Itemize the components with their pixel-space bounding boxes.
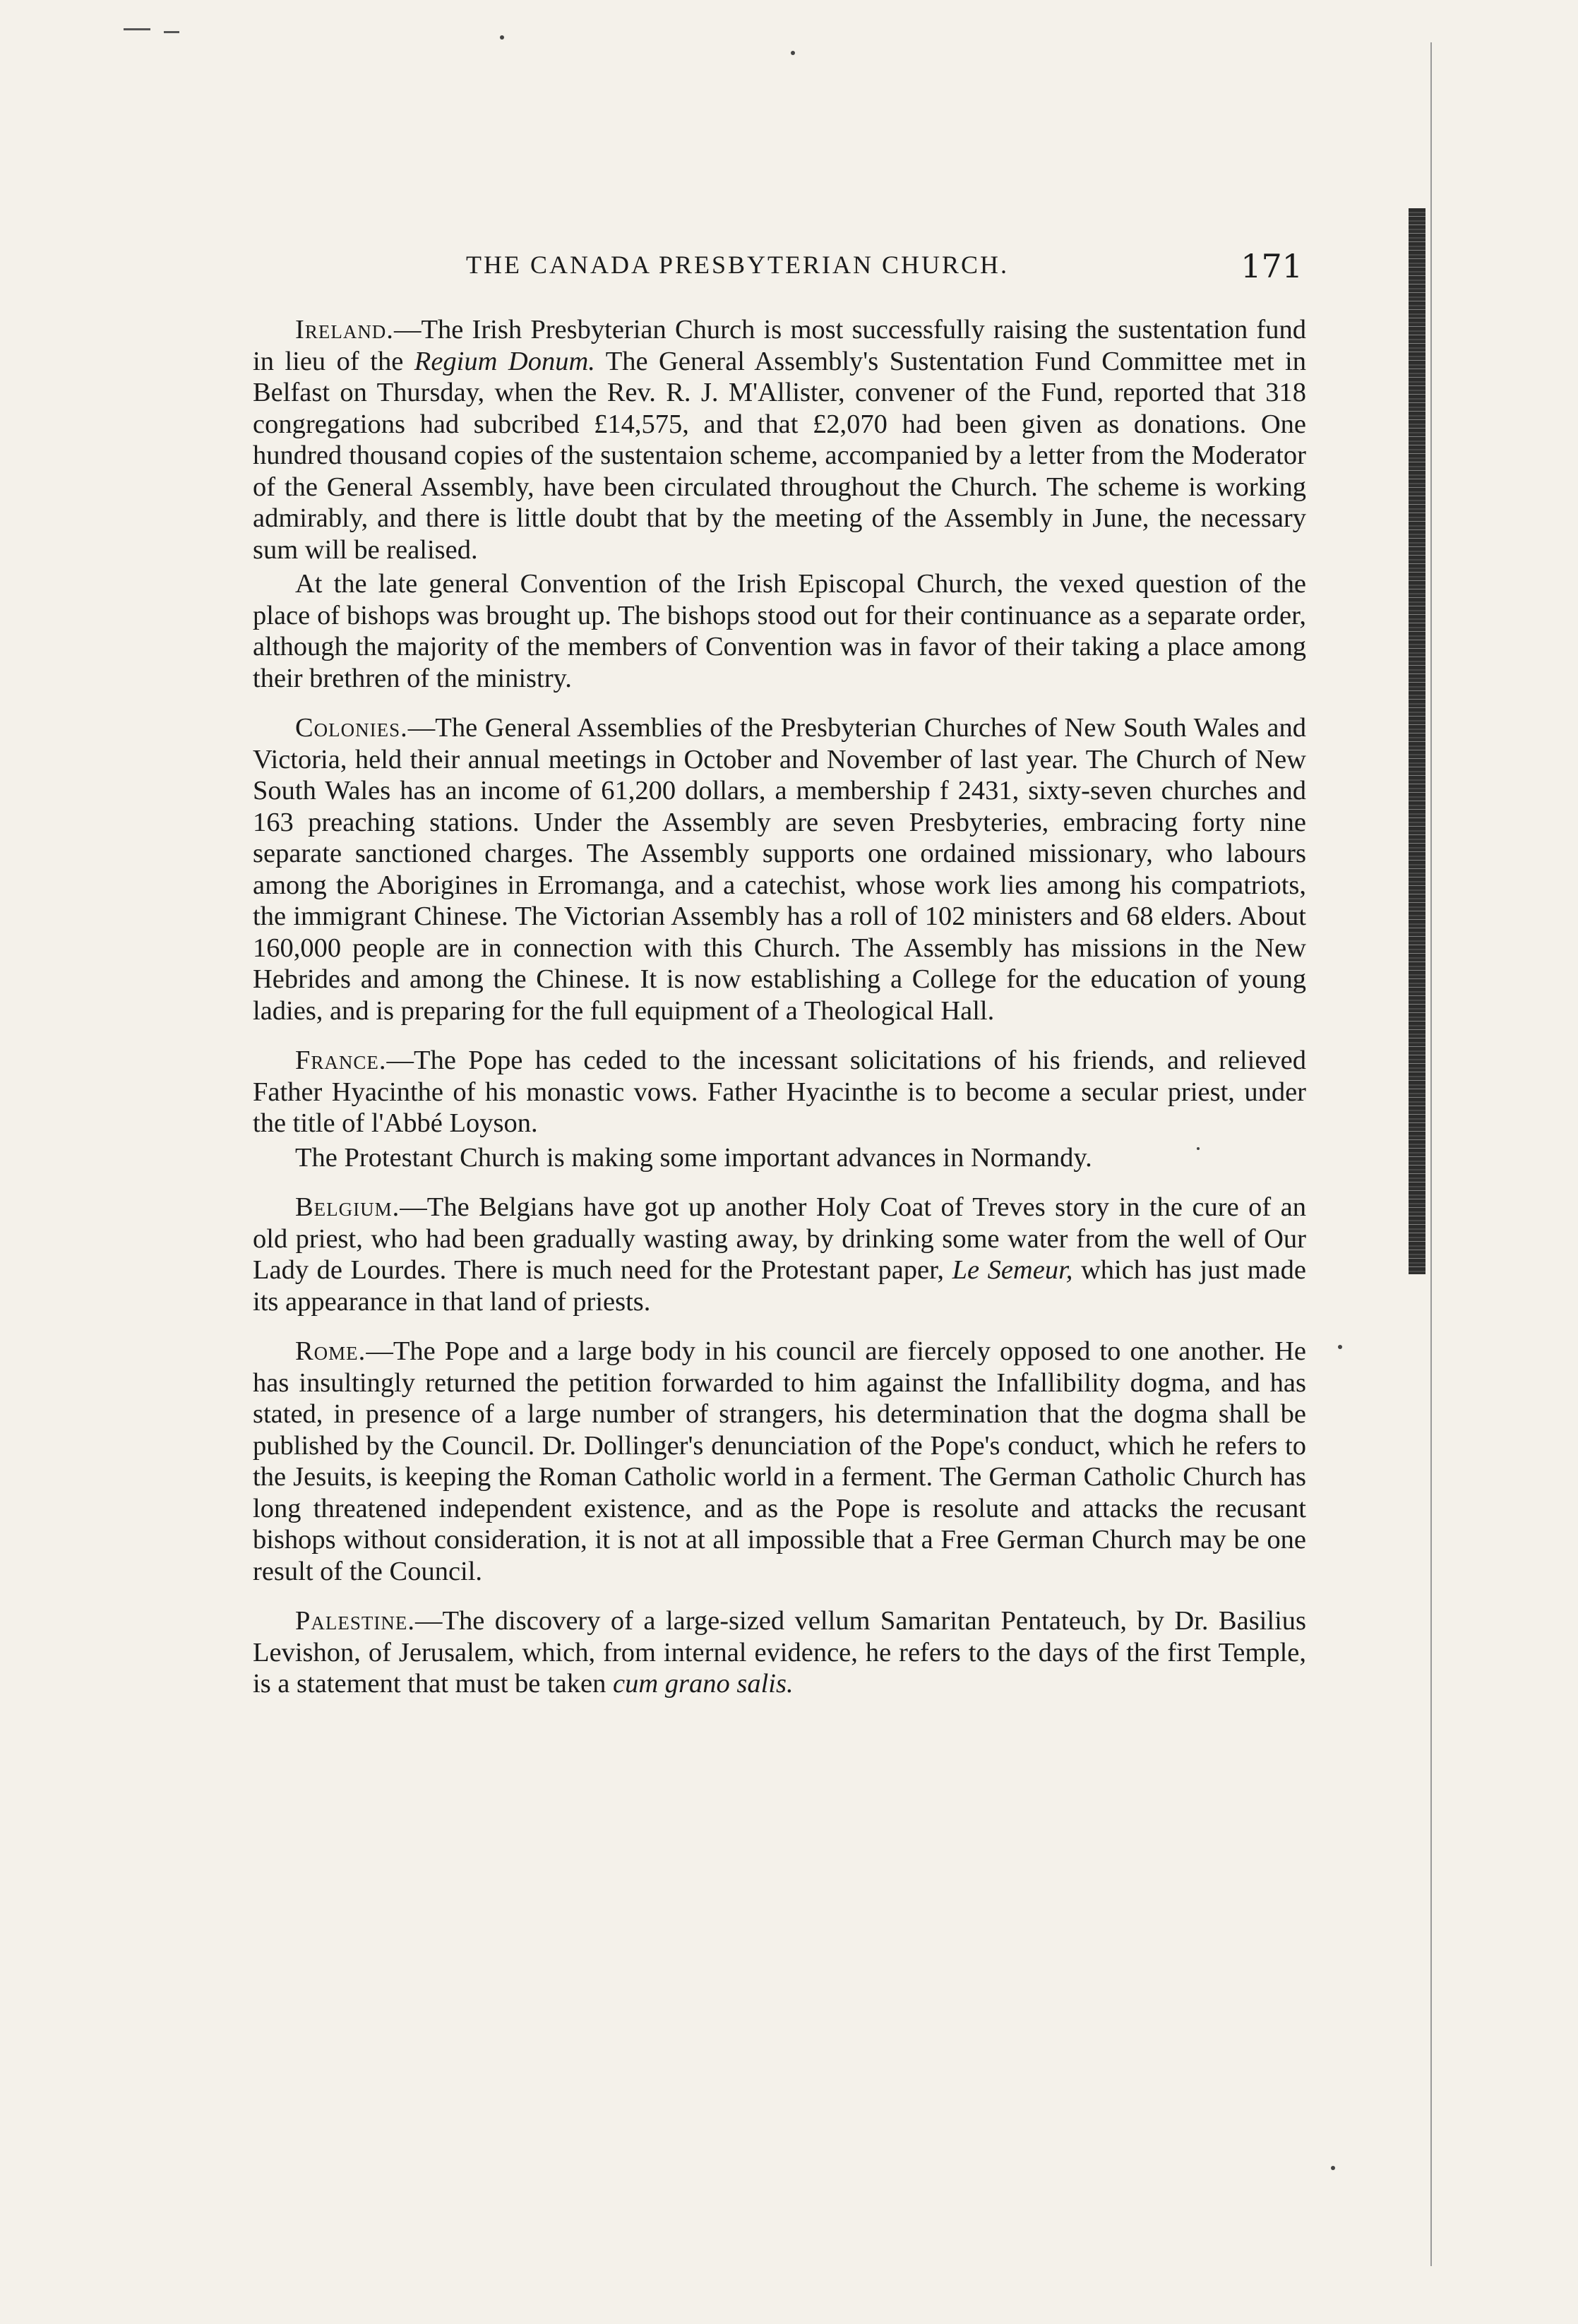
section-heading-ireland: Ireland. (295, 315, 394, 345)
scan-speck (1338, 1345, 1342, 1349)
paragraph-ireland (253, 314, 1306, 565)
section-heading-belgium: Belgium. (295, 1192, 400, 1222)
scan-speck (791, 51, 795, 55)
paragraph-palestine (253, 1605, 1306, 1700)
paragraph-belgium (253, 1192, 1306, 1317)
paragraph-colonies (253, 712, 1306, 1026)
section-heading-palestine: Palestine. (295, 1606, 416, 1636)
section-heading-france: France. (295, 1046, 387, 1075)
paragraph-text: —The Pope has ceded to the incessant solicitations of his friends, and relieved Father Hyacinthe of his monastic vows. Father Hyacinthe is to become a secular priest, under the title of l'Abbé Loyson. (253, 1046, 1306, 1138)
italic-phrase: Le Semeur, (952, 1255, 1073, 1285)
italic-phrase: cum grano salis. (613, 1669, 794, 1699)
paragraph-normandy: The Protestant Church is making some important advances in Normandy. (295, 1142, 1092, 1173)
italic-phrase: Regium Donum. (414, 346, 595, 376)
paragraph-text: —The Pope and a large body in his council are fiercely opposed to one another. He has insultingly returned the petition forwarded to him against the Infallibility dogma, and has stated, in presence of a large number of strangers, his determination that the dogma shall be published by the Council. Dr. Dollinger's denunciation of the Pope's conduct, which he refers to the Jesuits, is keeping the Roman Catholic world in a ferment. The German Catholic Church has long threatened independent existence, and as the Pope is resolute and attacks the recusant bishops without consideration, it is not at all impossible that a Free German Church may be one result of the Council. (253, 1336, 1306, 1586)
section-heading-colonies: Colonies. (295, 713, 408, 743)
paragraph-text: The General Assembly's Sustentation Fund Committee met in Belfast on Thursday, when the Rev. R. J. M'Allister, convener of the Fund, reported that 318 congregations had subcribed £14,575, and that £2,070 had been given as donations. One hundred thousand copies of the sustentaion scheme, accompanied by a letter from the Moderator of the General Assembly, have been circulated throughout the Church. The scheme is working admirably, and there is little doubt that by the meeting of the Assembly in June, the necessary sum will be realised. (253, 346, 1306, 565)
running-head: THE CANADA PRESBYTERIAN CHURCH. (466, 251, 1010, 279)
paragraph-rome (253, 1336, 1306, 1587)
scan-edge-line (1430, 42, 1432, 2266)
section-heading-rome: Rome. (295, 1336, 366, 1366)
scan-mark (124, 28, 150, 30)
paragraph-text: which has just made its appearance in that land of priests. (253, 1255, 1306, 1317)
page-header (254, 247, 1303, 289)
paragraph-text: —The Belgians have got up another Holy Coat of Treves story in the cure of an old priest, who had been gradually wasting away, by drinking some water from the well of Our Lady de Lourdes. There is much need for the Protestant paper, (253, 1192, 1306, 1285)
article-body (253, 314, 1306, 1700)
paragraph-france (253, 1045, 1306, 1139)
scan-speck (1331, 2166, 1335, 2170)
paragraph-text: —The Irish Presbyterian Church is most successfully raising the sustentation fund in lieu of the (253, 315, 1306, 376)
scan-binding-shadow (1409, 208, 1425, 1274)
page-number: 171 (1241, 247, 1303, 285)
paragraph-text: —The General Assemblies of the Presbyterian Churches of New South Wales and Victoria, held their annual meetings in October and November of last year. The Church of New South Wales has an income of 61,200 dollars, a membership f 2431, sixty-seven churches and 163 preaching stations. Under the Assembly are seven Presbyteries, embracing forty nine separate sanctioned charges. The Assembly supports one ordained missionary, who labours among the Aborigines in Erromanga, and a catechist, whose work lies among his compatriots, the immigrant Chinese. The Victorian Assembly has a roll of 102 ministers and 68 elders. About 160,000 people are in connection with this Church. The Assembly has missions in the New Hebrides and among the Chinese. It is now establishing a College for the education of young ladies, and is preparing for the full equipment of a Theological Hall. (253, 713, 1306, 1026)
paragraph-text: —The discovery of a large-sized vellum Samaritan Pentateuch, by Dr. Basilius Levishon, of Jerusalem, which, from internal evidence, he refers to the days of the first Temple, is a statement that must be taken (253, 1606, 1306, 1699)
scan-speck (500, 35, 504, 40)
scan-mark (164, 31, 179, 33)
paragraph-ireland-episcopal: At the late general Convention of the Irish Episcopal Church, the vexed question of the place of bishops was brought up. The bishops stood out for their continuance as a separate order, although the majority of the members of Convention was in favor of their taking a place among their brethren of the ministry. (253, 569, 1306, 693)
